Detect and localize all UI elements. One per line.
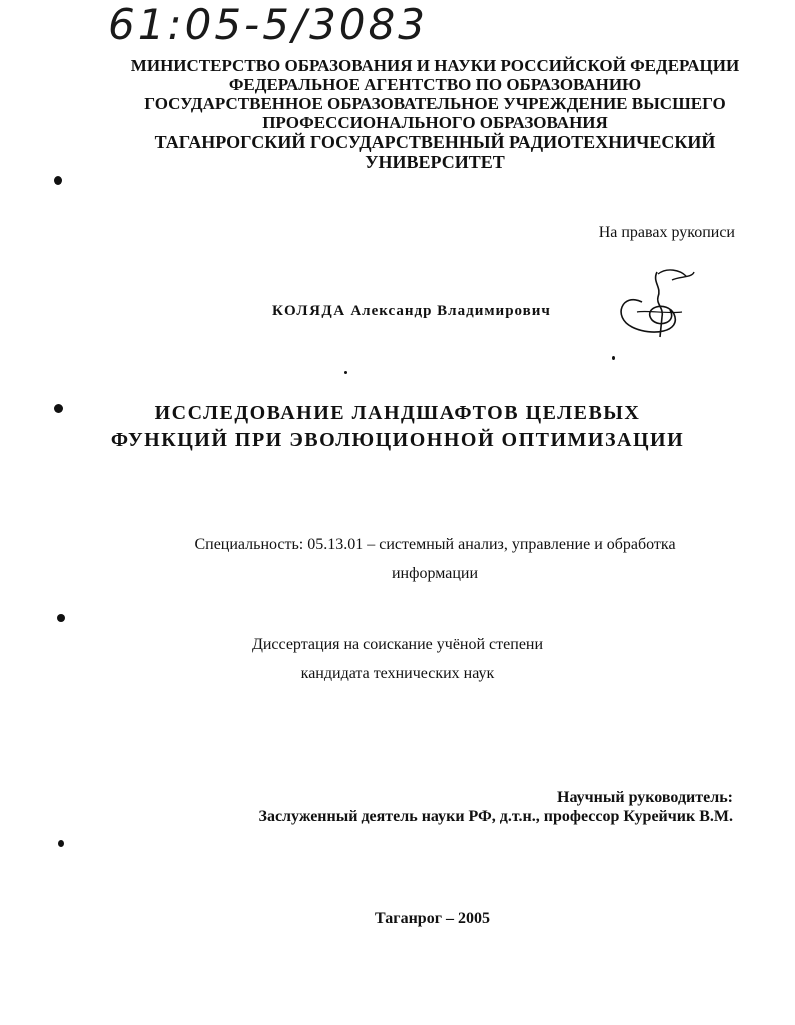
scan-speck bbox=[344, 371, 347, 374]
city-year: Таганрог – 2005 bbox=[375, 910, 490, 927]
scan-speck bbox=[54, 404, 63, 413]
scan-speck bbox=[54, 176, 62, 185]
degree-line: Диссертация на соискание учёной степени bbox=[251, 636, 544, 653]
specialty-line: Специальность: 05.13.01 – системный анализ, управление и обработка bbox=[194, 536, 676, 553]
author-name bbox=[272, 303, 551, 320]
header-line: ГОСУДАРСТВЕННОЕ ОБРАЗОВАТЕЛЬНОЕ УЧРЕЖДЕНИЕ ВЫСШЕГО bbox=[144, 94, 726, 113]
signature-icon bbox=[612, 262, 712, 342]
author-surname: КОЛЯДА bbox=[272, 303, 346, 319]
scan-speck bbox=[58, 840, 64, 847]
header-line: ПРОФЕССИОНАЛЬНОГО ОБРАЗОВАНИЯ bbox=[262, 113, 608, 132]
dissertation-title bbox=[90, 400, 705, 454]
header-line: ФЕДЕРАЛЬНОЕ АГЕНТСТВО ПО ОБРАЗОВАНИЮ bbox=[228, 75, 642, 94]
degree-line: кандидата технических наук bbox=[300, 665, 495, 682]
scan-speck bbox=[612, 356, 615, 360]
rights-note: На правах рукописи bbox=[598, 224, 735, 241]
author-given-names: Александр Владимирович bbox=[350, 303, 551, 319]
specialty bbox=[120, 530, 750, 588]
supervisor-name: Заслуженный деятель науки РФ, д.т.н., профессор Курейчик В.М. bbox=[258, 808, 733, 825]
scan-speck bbox=[57, 614, 65, 622]
institution-header bbox=[100, 56, 770, 172]
header-line: МИНИСТЕРСТВО ОБРАЗОВАНИЯ И НАУКИ РОССИЙСКОЙ ФЕДЕРАЦИИ bbox=[130, 56, 740, 75]
supervisor-label: Научный руководитель: bbox=[557, 789, 733, 806]
title-line: ФУНКЦИЙ ПРИ ЭВОЛЮЦИОННОЙ ОПТИМИЗАЦИИ bbox=[110, 429, 685, 451]
title-line: ИССЛЕДОВАНИЕ ЛАНДШАФТОВ ЦЕЛЕВЫХ bbox=[154, 402, 641, 424]
header-line: УНИВЕРСИТЕТ bbox=[365, 152, 505, 172]
handwritten-archive-number: 61:05-5/3083 bbox=[108, 0, 428, 49]
specialty-line: информации bbox=[391, 565, 479, 582]
header-line: ТАГАНРОГСКИЙ ГОСУДАРСТВЕННЫЙ РАДИОТЕХНИЧЕСКИЙ bbox=[154, 132, 716, 152]
degree-statement bbox=[120, 630, 675, 688]
